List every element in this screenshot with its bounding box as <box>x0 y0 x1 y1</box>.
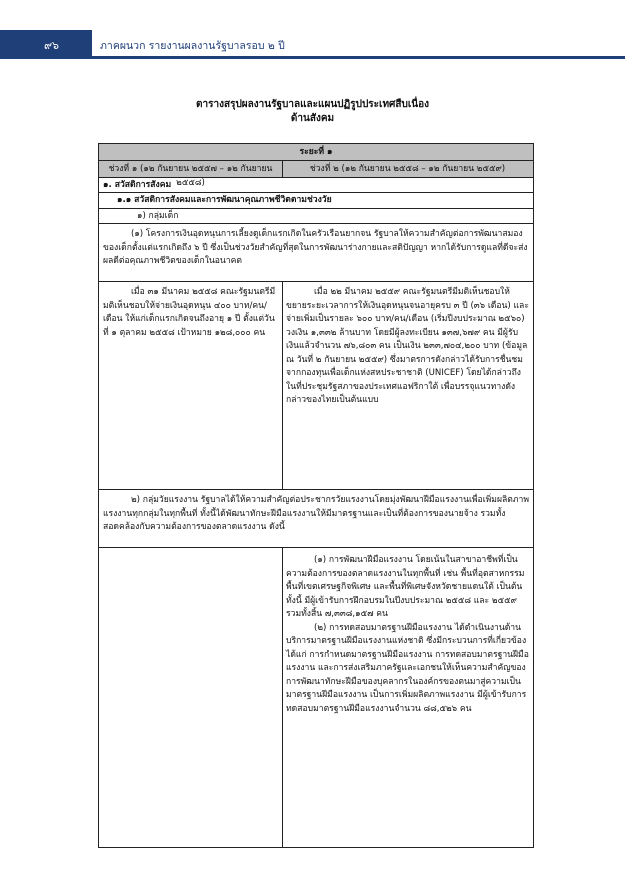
column-divider <box>282 282 283 490</box>
group1-col2: เมื่อ ๒๒ มีนาคม ๒๕๕๙ คณะรัฐมนตรีมีมติเห็นชอบให้ขยายระยะเวลาการให้เงินอุดหนุนจนอายุครบ ๓ ปี (๓๖ เดือน) และจ่ายเพิ่มเป็นรายละ ๖๐๐ บาท/คน/เดือน (เริ่มปีงบประมาณ ๒๕๖๐) วงเงิน ๑,๓๓๒ ล้านบาท โดยมีผู้ลงทะเบียน ๑๓๗,๖๗๙ คน มีผู้รับเงินแล้วจำนวน ๗๖,๘๐๓ คน เป็นเงิน ๒๓๓,๗๐๔,๒๐๐ บาท (ข้อมูล ณ วันที่ ๒ กันยายน ๒๕๕๙) ซึ่งมาตรการดังกล่าวได้รับการชื่นชมจากกองทุนเพื่อเด็กแห่งสหประชาชาติ (UNICEF) โดยได้กล่าวถึง ในที่ประชุมรัฐสภาของประเทศแอฟริกาใต้ เพื่อบรรจุแนวทางดังกล่าวของไทยเป็นต้นแบบ <box>286 287 529 405</box>
section-title: ๑. สวัสดิการสังคม <box>103 180 172 190</box>
section-row <box>99 178 533 193</box>
group-row <box>99 209 533 224</box>
phase-header: ระยะที่ ๑ <box>299 147 333 157</box>
group1-detail-row <box>99 282 533 490</box>
page-header <box>0 30 625 56</box>
group1-col1: เมื่อ ๓๑ มีนาคม ๒๕๕๘ คณะรัฐมนตรีมีมติเห็นชอบให้จ่ายเงินอุดหนุน ๔๐๐ บาท/คน/เดือน ให้แก่เด็กแรกเกิดจนถึงอายุ ๑ ปี ตั้งแต่วันที่ ๑ ตุลาคม ๒๕๕๘ เป้าหมาย ๑๒๘,๐๐๐ คน <box>103 287 276 338</box>
phase-header-row <box>99 144 533 161</box>
group2-col2 <box>282 552 533 718</box>
col2-header: ช่วงที่ ๒ (๑๒ กันยายน ๒๕๕๘ – ๑๒ กันยายน ๒๕๕๙) <box>309 164 506 174</box>
group1-intro-row <box>99 224 533 282</box>
group2-item2: (๒) การทดสอบมาตรฐานฝีมือแรงงาน ได้ดำเนินงานด้านบริการมาตรฐานฝีมือแรงงานแห่งชาติ ซึ่งมีกระบวนการที่เกี่ยวข้อง ได้แก่ การกำหนดมาตรฐานฝีมือแรงงาน การทดสอบมาตรฐานฝีมือแรงงาน และการส่งเสริมภาครัฐและเอกชนให้เห็นความสำคัญของการพัฒนาทักษะฝีมือของบุคลากรในองค์กรของตนมาสู่ความเป็นมาตรฐานฝีมือแรงงาน เป็นการเพิ่มผลิตภาพแรงงาน มีผู้เข้ารับการทดสอบมาตรฐานฝีมือแรงงานจำนวน ๘๘,๕๒๖ คน <box>286 622 529 714</box>
summary-table <box>98 143 534 848</box>
document-title: ตารางสรุปผลงานรัฐบาลและแผนปฏิรูปประเทศสืบเนื่อง <box>195 99 429 110</box>
header-divider <box>0 56 625 59</box>
group2-intro-row <box>99 490 533 548</box>
subsection-row <box>99 193 533 209</box>
col1-header: ช่วงที่ ๑ (๑๒ กันยายน ๒๕๕๗ – ๑๒ กันยายน ๒๕๕๘) <box>108 164 273 188</box>
group2-item1: (๑) การพัฒนาฝีมือแรงงาน โดยเน้นในสาขาอาชีพที่เป็นความต้องการของตลาดแรงงานในทุกพื้นที่ เช่น พื้นที่อุตสาหกรรม พื้นที่เขตเศรษฐกิจพิเศษ และพื้นที่พิเศษจังหวัดชายแดนใต้ เป็นต้น ทั้งนี้ มีผู้เข้ารับการฝึกอบรมในปีงบประมาณ ๒๕๕๘ และ ๒๕๕๙ รวมทั้งสิ้น ๗,๓๓๘,๑๕๗ คน <box>286 555 525 619</box>
page-number: ๙๖ <box>44 39 60 52</box>
header-divider-vertical <box>282 161 283 178</box>
group2-intro: ๒) กลุ่มวัยแรงงาน รัฐบาลได้ให้ความสำคัญต่อประชากรวัยแรงงานโดยมุ่งพัฒนาฝีมือแรงงานเพื่อเพิ่มผลิตภาพแรงงานทุกกลุ่มในทุกพื้นที่ ทั้งนี้ได้พัฒนาทักษะฝีมือแรงงานให้มีมาตรฐานและเป็นที่ต้องการของนายจ้าง รวมทั้งสอดคล้องกับความต้องการของตลาดแรงงาน ดังนี้ <box>103 495 530 532</box>
group1-intro: (๑) โครงการเงินอุดหนุนการเลี้ยงดูเด็กแรกเกิดในครัวเรือนยากจน รัฐบาลให้ความสำคัญต่อการพัฒนาสมองของเด็กตั้งแต่แรกเกิดถึง ๖ ปี ซึ่งเป็นช่วงวัยสำคัญที่สุดในการพัฒนาร่างกายและสติปัญญา หากได้รับการดูแลที่ดีจะส่งผลดีต่อคุณภาพชีวิตของเด็กในอนาคต <box>103 229 528 266</box>
column-divider-2 <box>282 548 283 848</box>
subsection-title: ๑.๑ สวัสดิการสังคมและการพัฒนาคุณภาพชีวิตตามช่วงวัย <box>117 195 332 205</box>
group1-title: ๑) กลุ่มเด็ก <box>137 211 179 221</box>
document-subtitle: ด้านสังคม <box>290 113 335 124</box>
group2-detail-row <box>99 548 533 848</box>
header-title: ภาคผนวก รายงานผลงานรัฐบาลรอบ ๒ ปี <box>100 40 285 52</box>
